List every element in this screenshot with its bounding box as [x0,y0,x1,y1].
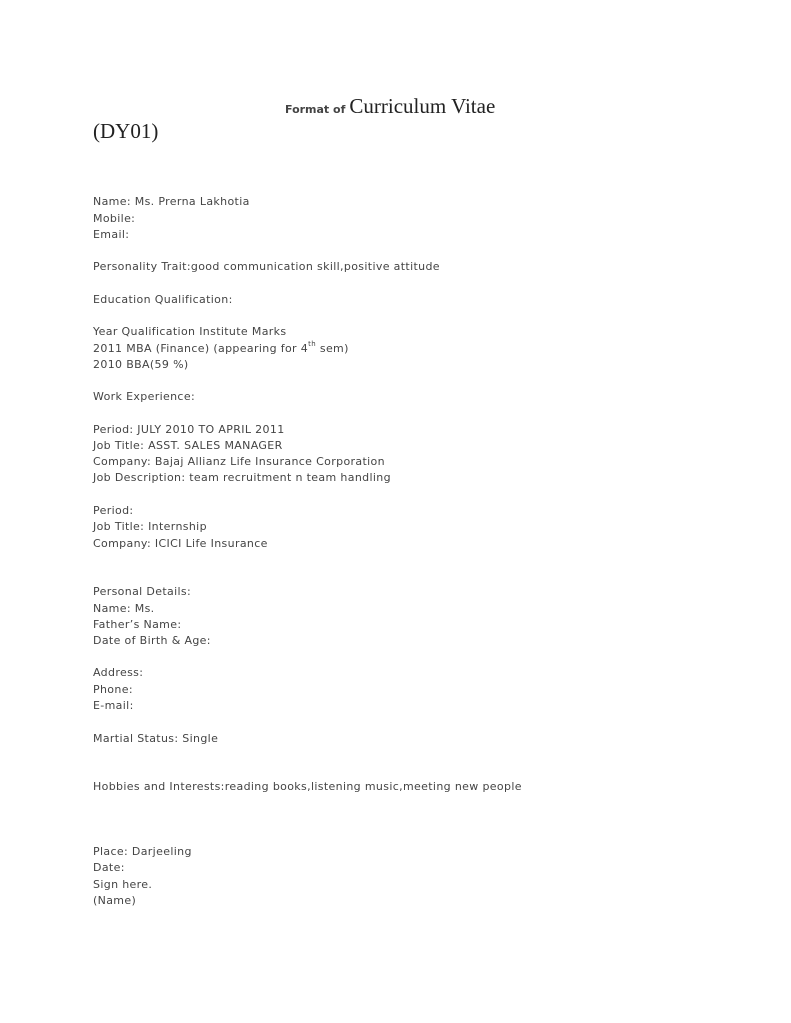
footer-place: Place: Darjeeling [93,845,192,858]
personal-heading: Personal Details: [93,585,192,598]
footer-sign: Sign here. [93,878,153,891]
contact-name: Name: Ms. Prerna Lakhotia [93,195,250,208]
education-row-mba-suffix: sem) [316,342,349,355]
education-row-mba [93,342,349,356]
personality-trait: Personality Trait:good communication skill,positive attitude [93,260,440,273]
personal-address: Address: [93,666,144,679]
marital-status: Martial Status: Single [93,732,219,745]
job1-title: Job Title: ASST. SALES MANAGER [93,439,283,452]
contact-mobile: Mobile: [93,212,136,225]
education-row-mba-sup: th [308,340,317,349]
hobbies: Hobbies and Interests:reading books,listening music,meeting new people [93,780,522,793]
footer-date: Date: [93,861,125,874]
footer-name: (Name) [93,894,137,907]
job1-period: Period: JULY 2010 TO APRIL 2011 [93,423,285,436]
personal-father: Father’s Name: [93,618,182,631]
title-prefix: Format of [285,103,346,116]
education-heading: Education Qualification: [93,293,233,306]
job2-title: Job Title: Internship [93,520,207,533]
personal-email: E-mail: [93,699,134,712]
document-title [285,94,495,119]
education-columns: Year Qualification Institute Marks [93,325,287,338]
personal-name: Name: Ms. [93,602,155,615]
job1-company: Company: Bajaj Allianz Life Insurance Corporation [93,455,385,468]
education-row-bba: 2010 BBA(59 %) [93,358,189,371]
title-main: Curriculum Vitae [349,94,496,118]
personal-dob: Date of Birth & Age: [93,634,211,647]
work-heading: Work Experience: [93,390,196,403]
personal-phone: Phone: [93,683,133,696]
contact-email: Email: [93,228,130,241]
job2-company: Company: ICICI Life Insurance [93,537,268,550]
education-row-mba-text: 2011 MBA (Finance) (appearing for 4 [93,342,309,355]
job2-period: Period: [93,504,134,517]
document-code: (DY01) [93,119,159,143]
job1-description: Job Description: team recruitment n team handling [93,471,391,484]
